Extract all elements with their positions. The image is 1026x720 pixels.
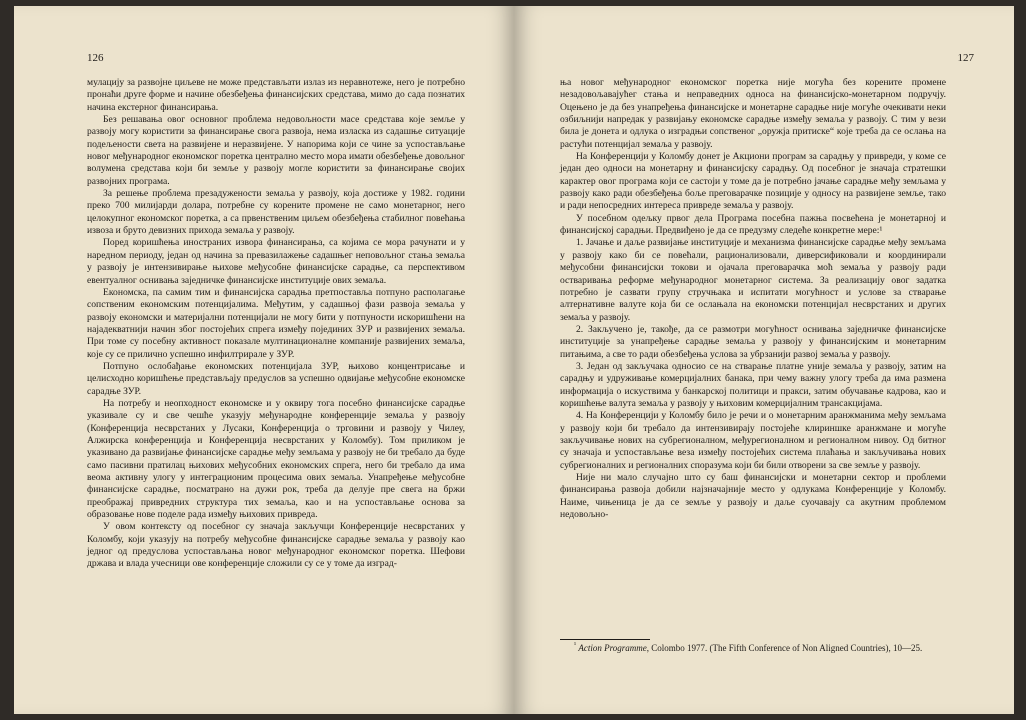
paragraph: 4. На Конференцији у Коломбу било је речи и о монетарним аранжманима међу земљама у развоју који би требало да интензивирају постојеће клириншке аранжмане и могуће закључивање нових на субрегионалном, међурегионалном и регионалном нивоу. Од битног су значаја и успостављање веза између постојећих система плаћања и закључивања нових субрегионалних и регионалних споразума који би били отворени за све земље у развоју. <box>560 410 946 471</box>
page-number: 127 <box>957 52 974 64</box>
footnote-rest: , Colombo 1977. (The Fifth Conference of Non Aligned Countries), 10—25. <box>646 643 923 653</box>
right-page <box>514 6 1014 714</box>
paragraph: У овом контексту од посебног су значаја закључци Конференције несврстаних у Коломбу, који указују на потребу међусобне финансијске сарадње земаља у развоју као једног од предуслова успостављања новог међународног економског поретка. Шефови држава и влада учесници ове конференције сложили су се у томе да изград- <box>87 521 465 570</box>
paragraph: мулацију за развојне циљеве не може представљати излаз из неравнотеже, него је потребно пронаћи друге форме и начине обезбеђења финансијских средстава, мимо до сада познатих начина екстерног финансирања. <box>87 77 465 113</box>
paragraph: 3. Један од закључака односио се на стварање платне уније земаља у развоју, затим на сарадњу и удруживање комерцијалних банака, при чему важну улогу треба да има размена информација о искуствима у банкарској политици и пракси, затим обучавање кадрова, као и коришћење валута земаља у развоју у њиховим комерцијалним трансакцијама. <box>560 360 946 409</box>
paragraph: ња новог међународног економског поретка није могућа без корените промене незадовољавајућег стања и неправедних односа на финансијско-монетарном подручју. Оцењено је да без унапређења финансијске и монетарне сарадње није могуће очекивати неки озбиљнији напредак у развијању економске сарадње између земаља у развоју. С тим у вези била је донета и одлука о изградњи сопственог „оружја притиске“ које треба да се ослања на растући потенцијал земаља у развоју. <box>560 77 946 150</box>
paragraph: Потпуно ослобађање економских потенцијала ЗУР, њихово концентрисање и целисходно коришћење представљају предуслов за успешно одвијање међусобне економске сарадње ЗУР. <box>87 360 465 397</box>
paragraph: 2. Закључено је, такође, да се размотри могућност оснивања заједничке финансијске институције за унапређење сарадње земаља у развоју у финансијским и монетарним питањима, а све то ради обезбеђења услова за убрзанији развој земаља у развоју. <box>560 323 946 360</box>
paragraph: Без решавања овог основног проблема недовољности масе средстава које земље у развоју могу користити за финансирање свога развоја, нема изласка из садашње ситуације подељености света на развијене и неразвијене. У напорима који се чине за успостављање новог међународног економског поретка централно место мора имати обезбеђење довољног волумена средстава који би земље у развоју могле користити за финансирање својих развојних програма. <box>87 114 465 187</box>
footnote <box>560 643 946 654</box>
paragraph: На Конференцији у Коломбу донет је Акциони програм за сарадњу у привреди, у коме се један део односи на монетарну и финансијску сарадњу. Од посебног је значаја стратешки карактер овог програма који се састоји у томе да је потребно јачање сарадње међу земљама у развоју како ради обезбеђења боље преговарачке позиције у односу на развијене земље, тако и ради непосредних интереса привреде земаља у развоју. <box>560 151 946 212</box>
paragraph: Поред коришћења иностраних извора финансирања, са којима се мора рачунати и у наредном периоду, један од начина за превазилажење садашњег неповољног стања земаља у развоју је интензивирање њихове међусобне финансијске сарадње, са перспективом евентуалног оснивања заједничке финансијске институције ових земаља. <box>87 237 465 286</box>
body-text <box>87 77 465 571</box>
paragraph: За решење проблема презадужености земаља у развоју, која достиже у 1982. години преко 700 милијарди долара, потребне су корените промене не само монетарног, него целокупног економског поретка, а са првенственим циљем обезбеђења стабилног повећања извоза и бруто девизних прихода земаља у развоју. <box>87 188 465 237</box>
paragraph: Није ни мало случајно што су баш финансијски и монетарни сектор и проблеми финансирања развоја добили најзначајније место у одлукама Конференције у Коломбу. Наиме, чињеница је да се земље у развоју и даље суочавају са акутним проблемом недовољно- <box>560 472 946 521</box>
paragraph: У посебном одељку првог дела Програма посебна пажња посвећена је монетарној и финансијској сарадњи. Предвиђено је да се предузму следеће конкретне мере:¹ <box>560 212 946 237</box>
paragraph: На потребу и неопходност економске и у оквиру тога посебно финансијске сарадње указивале су и све чешће указују међународне конференције земаља у развоју (Конференција несврстаних у Лусаки, Конференција о трговини и развоју у Чилеу, Алжирска конференција и Конференција несврстаних у Коломбу). Том приликом је указивано да развијање финансијске сарадње међу земљама у развоју не би требало да буде само пасивни пратилац њихових међусобних економских спрега, него би требало да има веома активну улогу у интеграционим процесима ових земаља. Унапређење међусобне финансијске сарадње, посматрано на дужи рок, треба да делује пре свега на бржи преображај привредних структура тих земаља, као и на успостављање основа за образовање нове поделе рада између њихових привреда. <box>87 397 465 521</box>
footnote-mark: ¹ <box>574 641 577 649</box>
left-page <box>14 6 514 714</box>
paragraph: 1. Јачање и даље развијање институције и механизма финансијске сарадње међу земљама у развоју како би се повећали, рационализовали, диверсификовали и координирали међусобни финансијски токови и ојачала преговарачка моћ земаља у развоју ради остваривања реформе међународног монетарног система. За реализацију овог задатка потребно је сазвати групу стручњака и испитати могућност и услове за стварање алтернативне валуте која би се ослањала на економски потенцијал несврстаних и других земаља у развоју. <box>560 237 946 323</box>
page-number: 126 <box>87 52 104 64</box>
footnote-title: Action Programme <box>578 643 647 653</box>
paragraph: Економска, па самим тим и финансијска сарадња претпоставља потпуно располагање сопственим економским потенцијалима. Међутим, у садашњој фази развоја земаља у развоју економски и материјални потенцијали не могу бити у потпуности искоришћени на најадекватнији начин због постојећих спрега између појединих ЗУР и развијених земаља. При томе су посебну активност показале мултинационалне компаније развијених земаља, које су се прилично успешно инфилтрирале у ЗУР. <box>87 286 465 360</box>
body-text <box>560 77 946 521</box>
footnote-rule <box>560 639 650 640</box>
